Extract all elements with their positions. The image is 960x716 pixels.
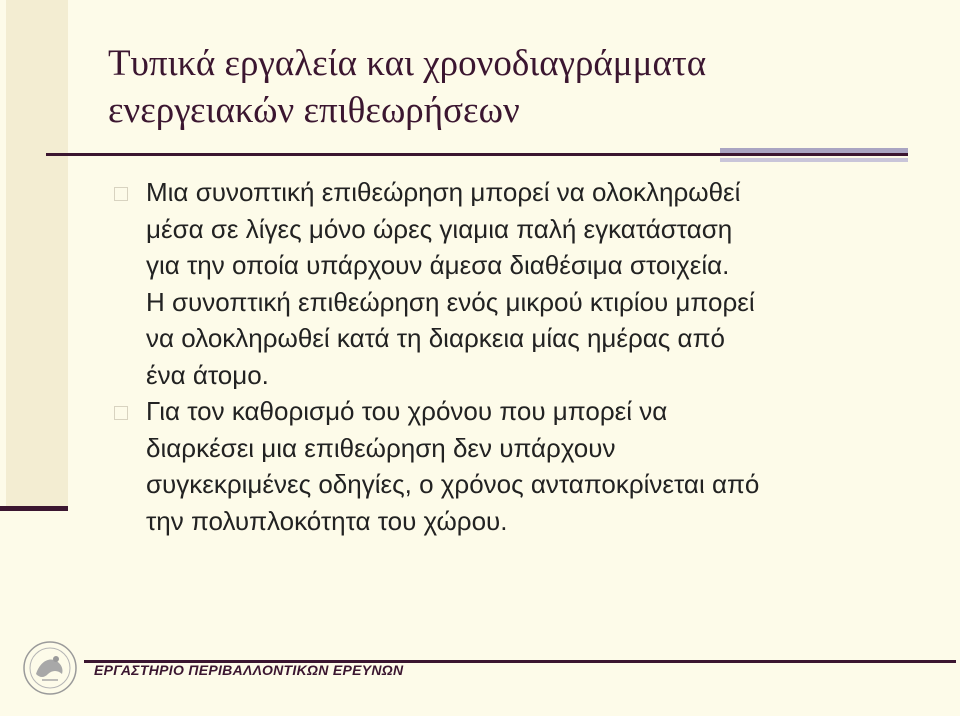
left-decorative-panel	[6, 0, 68, 510]
bullet-icon	[114, 187, 128, 201]
paragraph-1-line-2: μέσα σε λίγες μόνο ώρες γιαμια παλή εγκατάσταση	[146, 213, 733, 244]
slide-title	[108, 40, 928, 134]
paragraph-1-line-1: Μια συνοπτική επιθεώρηση μπορεί να ολοκληρωθεί	[146, 177, 741, 207]
paragraph-2	[114, 284, 904, 394]
paragraph-2-line-3: ένα άτομο.	[146, 359, 269, 390]
title-accent-bar-lower	[720, 158, 908, 162]
paragraph-3-line-4: την πολυπλοκότητα του χώρου.	[146, 505, 508, 536]
paragraph-2-line-2: να ολοκληρωθεί κατά τη διαρκεια μίας ημέρας από	[146, 323, 725, 353]
slide-title-line-2: ενεργειακών επιθεωρήσεων	[108, 90, 520, 131]
paragraph-3-line-3: συγκεκριμένες οδηγίες, ο χρόνος ανταποκρίνεται από	[146, 469, 760, 499]
slide-body	[114, 174, 904, 539]
paragraph-3-line-2: διαρκέσει μια επιθεώρηση δεν υπάρχουν	[146, 432, 616, 463]
paragraph-2-line-1: Η συνοπτική επιθεώρηση ενός μικρού κτιρίου μπορεί	[146, 286, 755, 317]
university-seal-icon	[22, 640, 78, 696]
footer-lab-name: ΕΡΓΑΣΤΗΡΙΟ ΠΕΡΙΒΑΛΛΟΝΤΙΚΩΝ ΕΡΕΥΝΩΝ	[94, 662, 404, 678]
paragraph-3	[114, 393, 904, 539]
paragraph-3-line-1: Για τον καθορισμό του χρόνου που μπορεί να	[146, 396, 668, 426]
slide-title-line-1: Τυπικά εργαλεία και χρονοδιαγράμματα	[108, 43, 707, 84]
bullet-icon	[114, 406, 128, 420]
title-divider	[46, 153, 908, 156]
paragraph-1-line-3: για την οποία υπάρχουν άμεσα διαθέσιμα στοιχεία.	[146, 250, 730, 280]
left-panel-underline	[0, 506, 68, 511]
paragraph-1	[114, 174, 904, 284]
